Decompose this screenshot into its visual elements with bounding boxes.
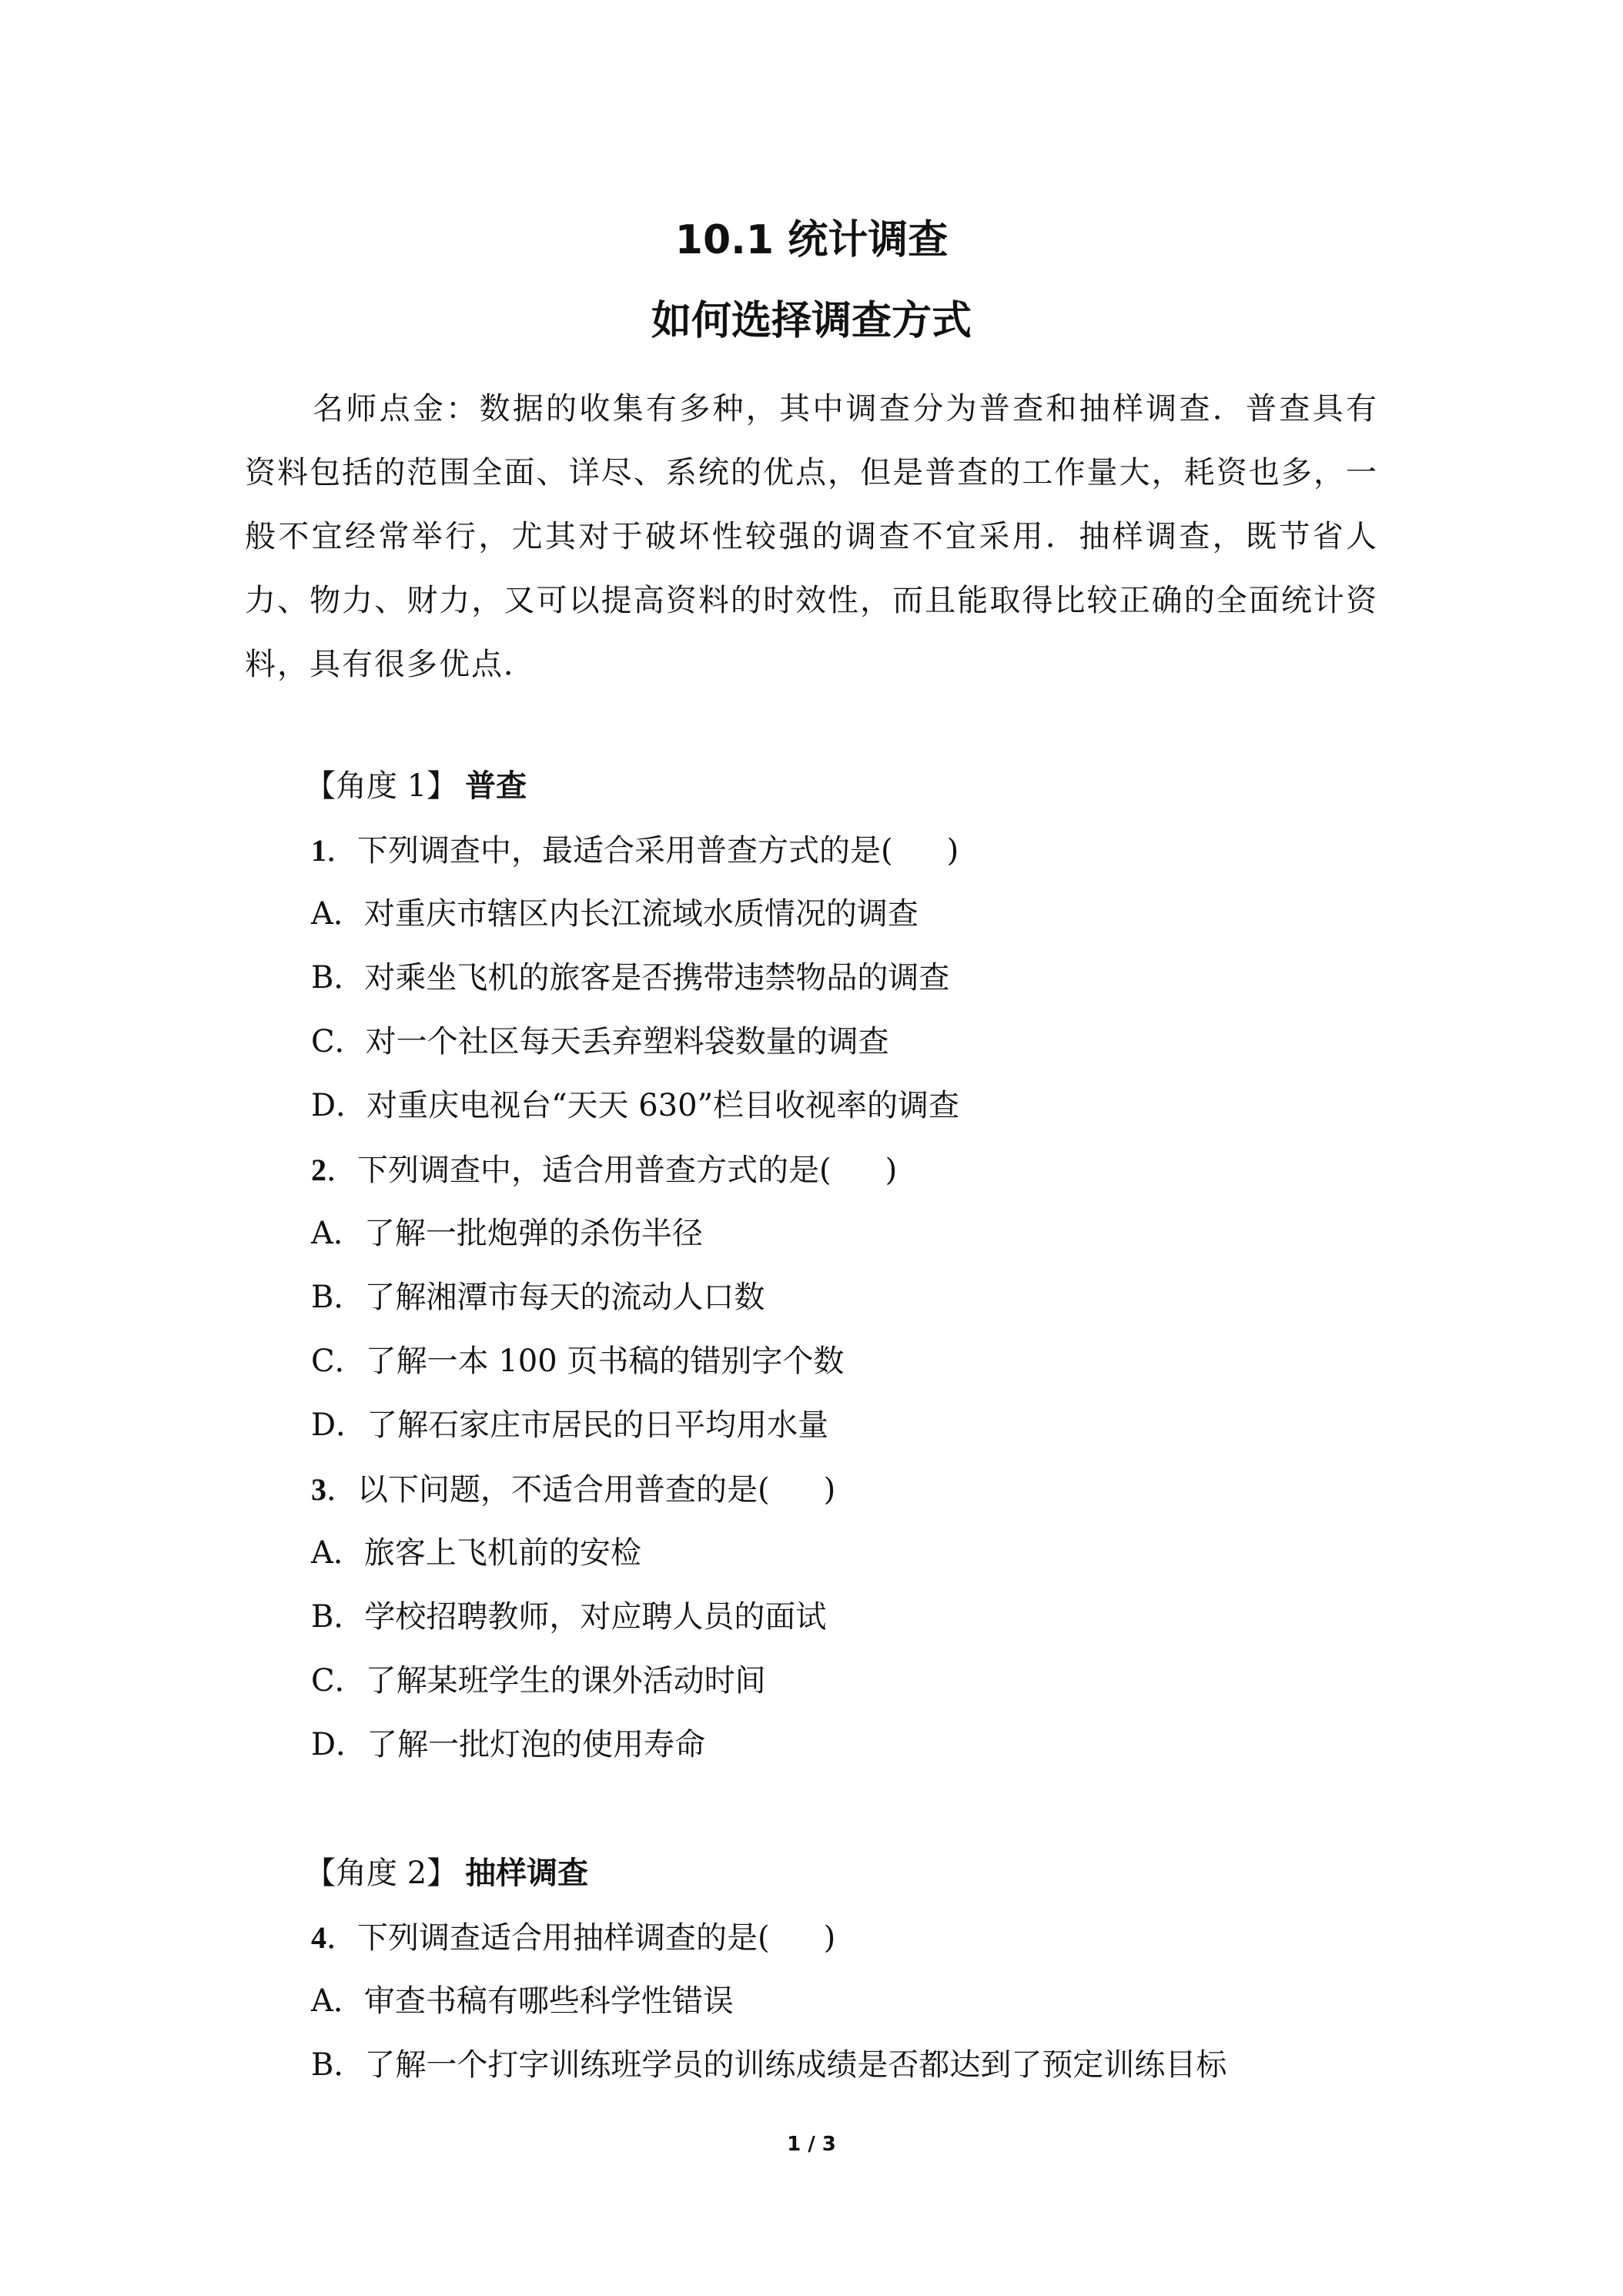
question-stem: 1．下列调查中，最适合采用普查方式的是( )	[311, 833, 959, 869]
section-heading	[305, 755, 1389, 818]
section-angle-2	[305, 1842, 1389, 2097]
question-number: 2	[311, 1153, 326, 1187]
section-angle-1	[305, 755, 1389, 1777]
option-item: B．了解湘潭市每天的流动人口数	[311, 1280, 765, 1315]
section-tag: 【角度 2】	[305, 1856, 458, 1891]
question-stem: 4．下列调查适合用抽样调查的是( )	[311, 1920, 836, 1956]
page-title: 10.1 统计调查	[674, 217, 949, 263]
section-topic: 抽样调查	[465, 1856, 589, 1891]
option-item: A．审查书稿有哪些科学性错误	[311, 1983, 734, 2019]
option-item: B．对乘坐飞机的旅客是否携带违禁物品的调查	[311, 960, 950, 996]
page-subtitle: 如何选择调查方式	[651, 298, 972, 344]
page-number: 1 / 3	[787, 2133, 836, 2156]
option-item: A．了解一批炮弹的杀伤半径	[311, 1216, 703, 1251]
section-topic: 普查	[465, 768, 527, 804]
question-stem: 3．以下问题，不适合用普查的是( )	[311, 1472, 836, 1508]
option-item: D．了解一批灯泡的使用寿命	[311, 1727, 706, 1762]
option-item: B．学校招聘教师，对应聘人员的面试	[311, 1599, 827, 1635]
option-item: A．旅客上飞机前的安检	[311, 1535, 641, 1571]
option-item: C．了解某班学生的课外活动时间	[311, 1663, 766, 1699]
option-item: B．了解一个打字训练班学员的训练成绩是否都达到了预定训练目标	[311, 2047, 1227, 2083]
question-number: 4	[311, 1920, 326, 1955]
question-number: 3	[311, 1472, 326, 1507]
option-item: A．对重庆市辖区内长江流域水质情况的调查	[311, 896, 919, 932]
option-item: C．了解一本 100 页书稿的错别字个数	[311, 1344, 845, 1379]
option-item: D．了解石家庄市居民的日平均用水量	[311, 1407, 829, 1443]
option-item: D．对重庆电视台“天天 630”栏目收视率的调查	[311, 1088, 960, 1123]
option-item: C．对一个社区每天丢弃塑料袋数量的调查	[311, 1024, 889, 1059]
question-stem: 2．下列调查中，适合用普查方式的是( )	[311, 1153, 898, 1188]
intro-paragraph: 名师点金：数据的收集有多种，其中调查分为普查和抽样调查．普查具有资料包括的范围全面、详尽、系统的优点，但是普查的工作量大，耗资也多，一般不宜经常举行，尤其对于破坏性较强的调查不宜采用．抽样调查，既节省人力、物力、财力，又可以提高资料的时效性，而且能取得比较正确的全面统计资料，具有很多优点．	[245, 391, 1378, 682]
section-tag: 【角度 1】	[305, 768, 458, 804]
question-number: 1	[311, 833, 326, 868]
section-heading	[305, 1842, 1389, 1906]
